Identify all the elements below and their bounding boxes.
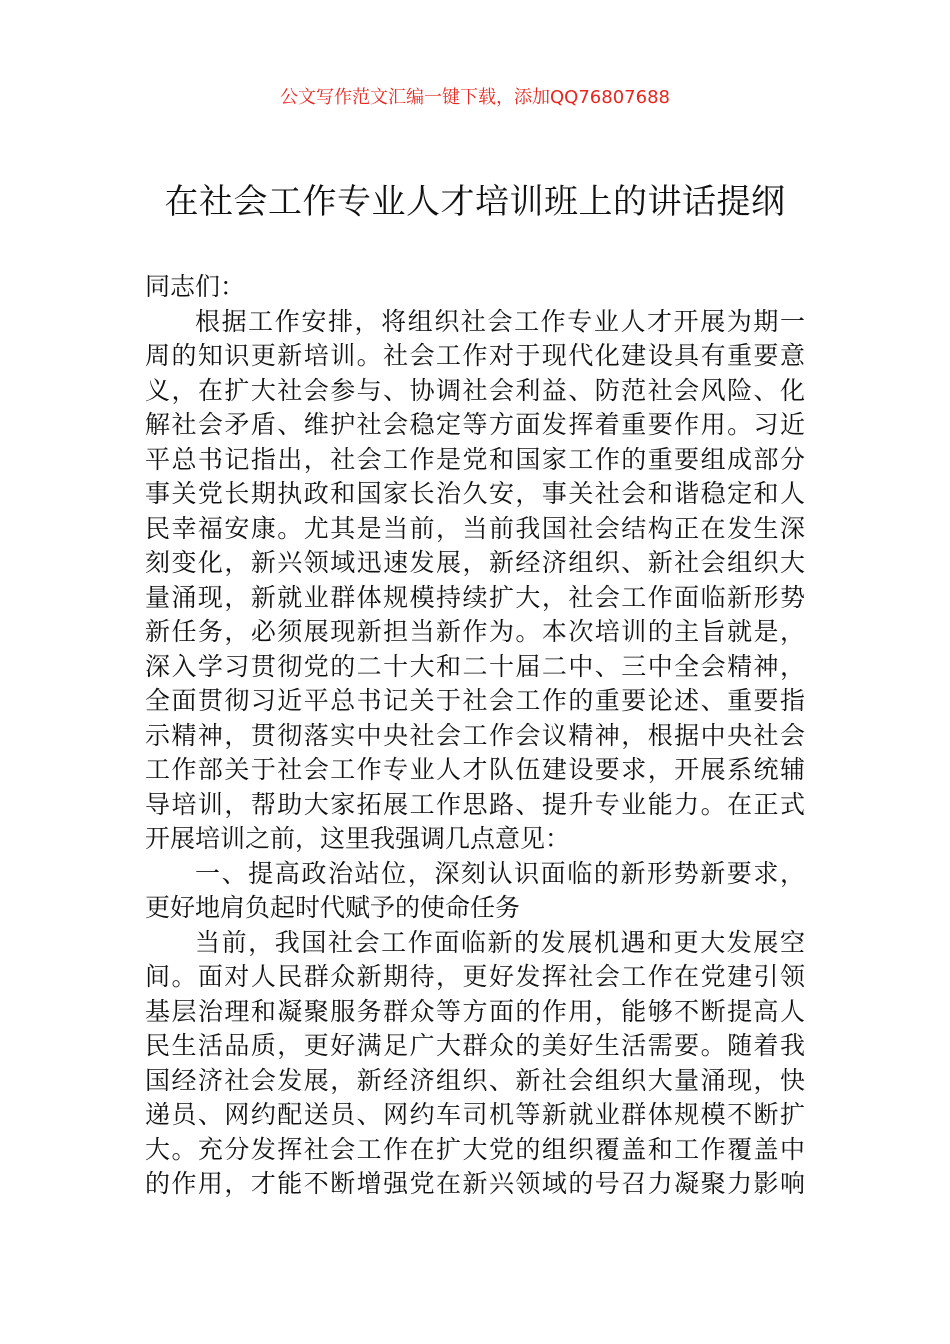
- body-line: 递员、网约配送员、网约车司机等新就业群体规模不断扩: [145, 1100, 805, 1129]
- body-line: 民生活品质，更好满足广大群众的美好生活需要。随着我: [145, 1031, 805, 1060]
- body-line: 义，在扩大社会参与、协调社会利益、防范社会风险、化: [145, 375, 805, 405]
- body-line: 量涌现，新就业群体规模持续扩大，社会工作面临新形势: [145, 582, 805, 612]
- body-line: 解社会矛盾、维护社会稳定等方面发挥着重要作用。习近: [145, 410, 805, 439]
- body-line: 新任务，必须展现新担当新作为。本次培训的主旨就是，: [145, 617, 805, 646]
- document-body: [145, 270, 805, 1202]
- body-line: 刻变化，新兴领域迅速发展，新经济组织、新社会组织大: [145, 548, 805, 577]
- body-line: 开展培训之前，这里我强调几点意见：: [145, 824, 571, 853]
- body-line: 导培训，帮助大家拓展工作思路、提升专业能力。在正式: [145, 789, 805, 819]
- body-line: 平总书记指出，社会工作是党和国家工作的重要组成部分: [145, 444, 805, 474]
- body-line: 事关党长期执政和国家长治久安，事关社会和谐稳定和人: [145, 479, 805, 508]
- body-line: 根据工作安排，将组织社会工作专业人才开展为期一: [195, 306, 805, 336]
- body-line: 周的知识更新培训。社会工作对于现代化建设具有重要意: [145, 341, 805, 370]
- salutation: 同志们：: [145, 272, 246, 301]
- body-line: 民幸福安康。尤其是当前，当前我国社会结构正在发生深: [145, 513, 805, 543]
- body-line: 基层治理和凝聚服务群众等方面的作用，能够不断提高人: [145, 996, 805, 1026]
- section-heading-line: 更好地肩负起时代赋予的使命任务: [145, 893, 521, 922]
- body-line: 间。面对人民群众新期待，更好发挥社会工作在党建引领: [145, 962, 805, 991]
- body-line: 大。充分发挥社会工作在扩大党的组织覆盖和工作覆盖中: [145, 1134, 805, 1164]
- body-line: 深入学习贯彻党的二十大和二十届二中、三中全会精神，: [145, 651, 805, 681]
- body-line: 当前，我国社会工作面临新的发展机遇和更大发展空: [195, 927, 805, 957]
- body-line: 工作部关于社会工作专业人才队伍建设要求，开展系统辅: [145, 755, 805, 784]
- document-title: 在社会工作专业人才培训班上的讲话提纲: [164, 182, 786, 222]
- body-line: 的作用，才能不断增强党在新兴领域的号召力凝聚力影响: [145, 1169, 805, 1198]
- body-line: 国经济社会发展，新经济组织、新社会组织大量涌现，快: [145, 1065, 805, 1095]
- header-ad-text[interactable]: 公文写作范文汇编一键下载，添加QQ76807688: [280, 87, 670, 108]
- body-line: 全面贯彻习近平总书记关于社会工作的重要论述、重要指: [145, 686, 805, 715]
- body-line: 示精神，贯彻落实中央社会工作会议精神，根据中央社会: [145, 720, 805, 750]
- section-heading-line: 一、提高政治站位，深刻认识面临的新形势新要求，: [195, 858, 805, 888]
